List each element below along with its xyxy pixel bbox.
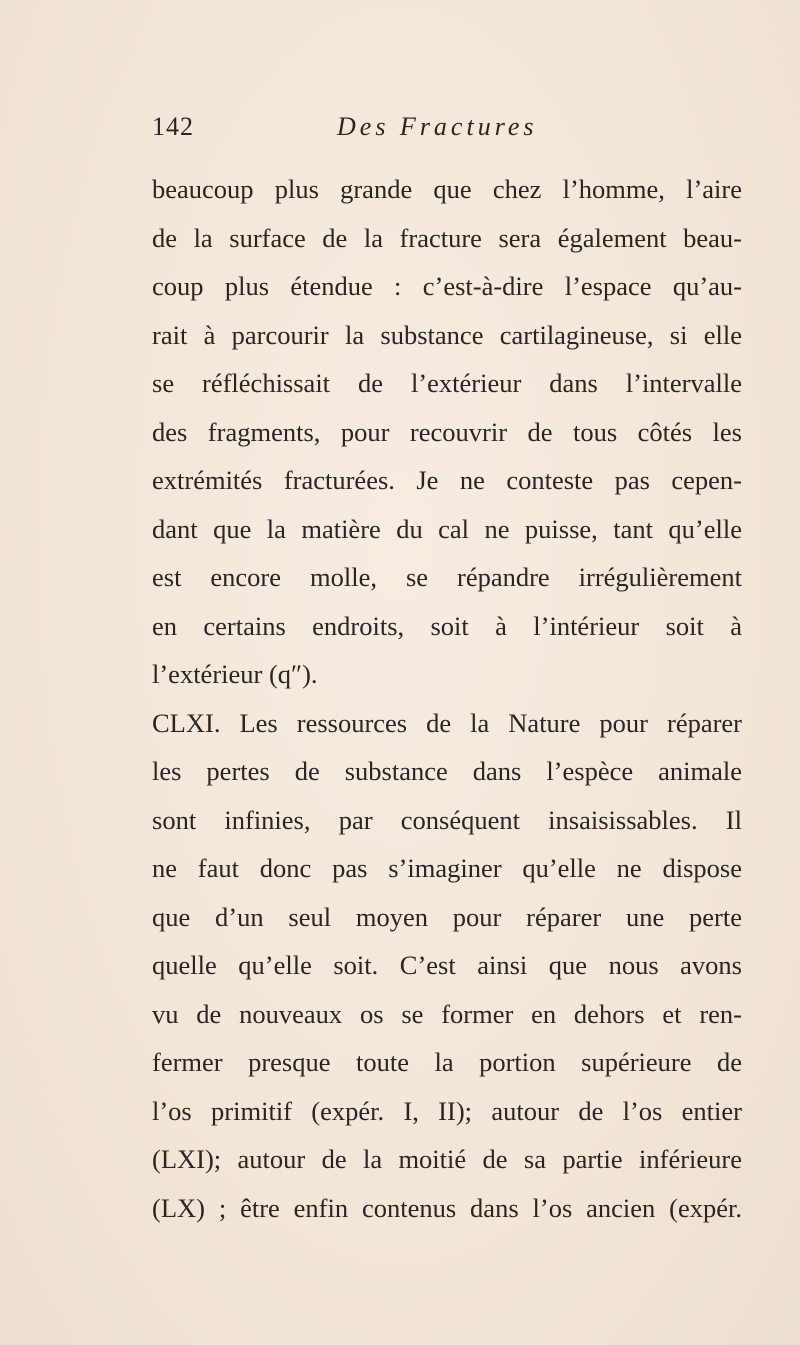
- body-text: [152, 165, 742, 1232]
- text-line: (LX) ; être enfin contenus dans l’os ancien (expér.: [152, 1192, 742, 1223]
- text-line: CLXI. Les ressources de la Nature pour réparer: [152, 707, 742, 738]
- running-header: [152, 112, 612, 152]
- text-line: dant que la matière du cal ne puisse, tant qu’elle: [152, 513, 742, 544]
- text-line: que d’un seul moyen pour réparer une perte: [152, 901, 742, 932]
- text-line: l’extérieur (q″).: [152, 659, 318, 689]
- text-line: extrémités fracturées. Je ne conteste pas cepen-: [152, 465, 742, 495]
- text-line: en certains endroits, soit à l’intérieur soit à: [152, 610, 742, 641]
- text-line: est encore molle, se répandre irrégulièrement: [152, 562, 742, 592]
- text-line: sont infinies, par conséquent insaisissables. Il: [152, 804, 742, 835]
- text-line: de la surface de la fracture sera également beau-: [152, 222, 742, 253]
- text-line: coup plus étendue : c’est-à-dire l’espace qu’au-: [152, 271, 742, 301]
- text-line: (LXI); autour de la moitié de sa partie inférieure: [152, 1144, 742, 1174]
- text-line: les pertes de substance dans l’espèce animale: [152, 756, 742, 786]
- text-line: beaucoup plus grande que chez l’homme, l’aire: [152, 174, 742, 204]
- text-line: rait à parcourir la substance cartilagineuse, si elle: [152, 319, 742, 350]
- text-line: l’os primitif (expér. I, II); autour de l’os entier: [152, 1095, 742, 1126]
- text-line: ne faut donc pas s’imaginer qu’elle ne dispose: [152, 853, 742, 883]
- text-line: fermer presque toute la portion supérieure de: [152, 1047, 742, 1077]
- running-title: Des Fractures: [337, 112, 538, 141]
- text-line: vu de nouveaux os se former en dehors et ren-: [152, 998, 742, 1029]
- text-line: se réfléchissait de l’extérieur dans l’intervalle: [152, 368, 742, 398]
- text-line: des fragments, pour recouvrir de tous côtés les: [152, 416, 742, 447]
- text-line: quelle qu’elle soit. C’est ainsi que nous avons: [152, 950, 742, 980]
- page-number: 142: [152, 112, 194, 141]
